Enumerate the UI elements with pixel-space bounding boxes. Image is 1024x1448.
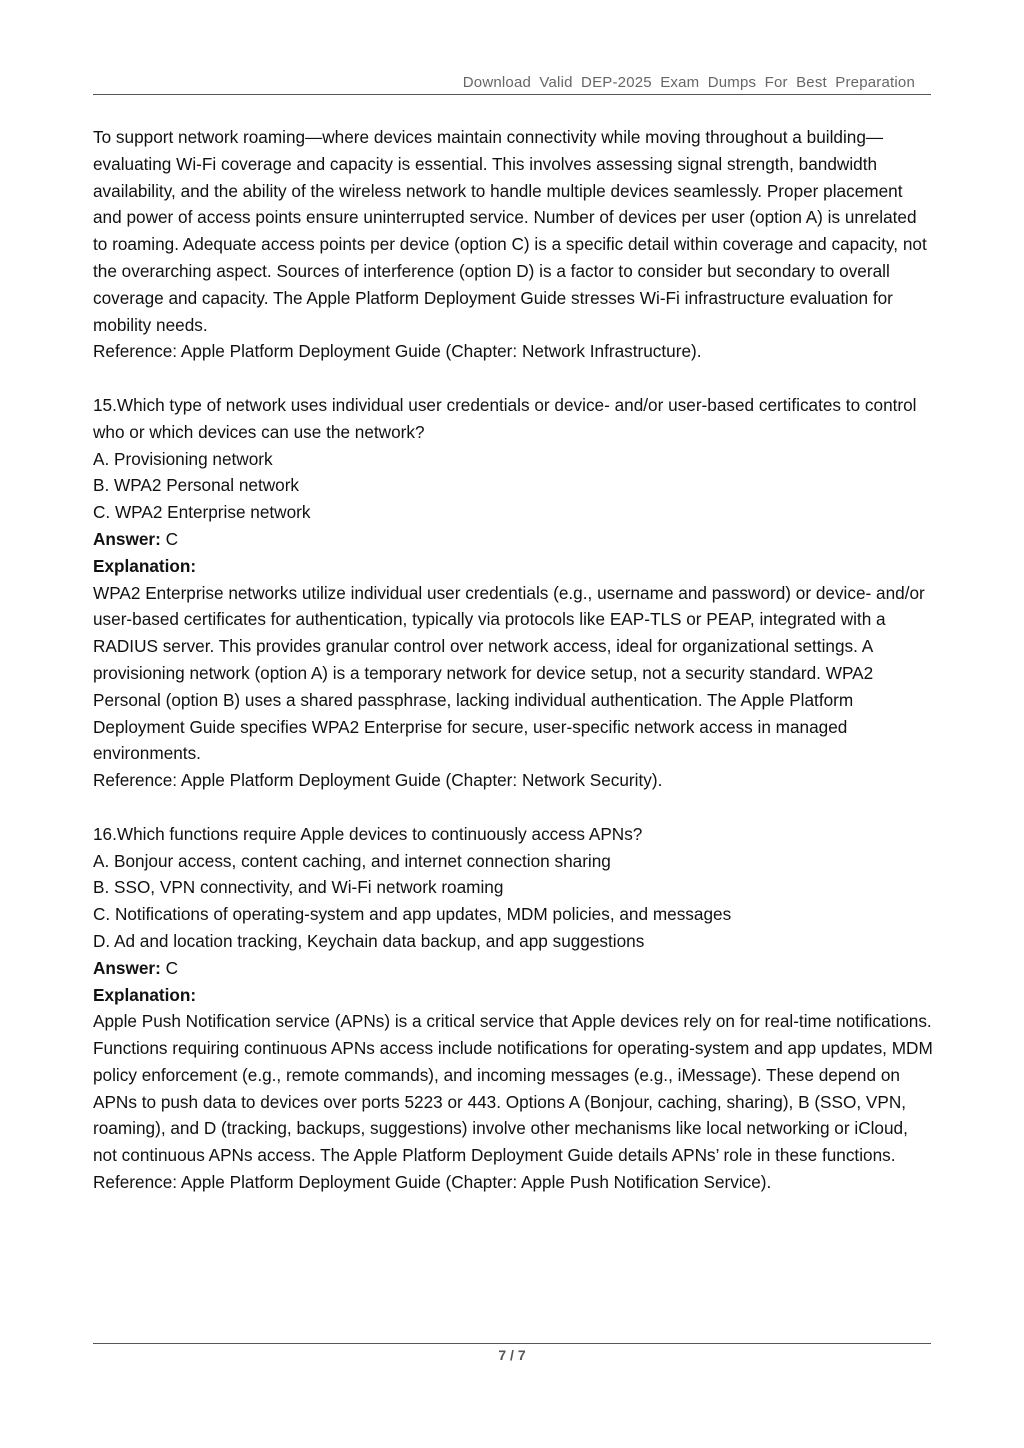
explanation-label: Explanation:: [93, 984, 197, 1005]
reference-text: Reference: Apple Platform Deployment Guide (Chapter: Network Security).: [93, 770, 663, 791]
answer-line: [93, 955, 933, 982]
option-c: C. WPA2 Enterprise network: [93, 502, 311, 523]
page-footer: [93, 1343, 931, 1363]
page-header: [93, 72, 931, 95]
explanation-label: Explanation:: [93, 555, 197, 576]
question-text: 15.Which type of network uses individual user credentials or device- and/or user-based certificates to control who or which devices can use the network?: [93, 394, 917, 442]
intro-paragraph: To support network roaming—where devices maintain connectivity while moving throughout a building—evaluating Wi-Fi coverage and capacity is essential. This involves assessing signal strength, bandwidth availability, and the ability of the wireless network to handle multiple devices seamlessly. Proper placement and power of access points ensure uninterrupted service. Number of devices per user (option A) is unrelated to roaming. Adequate access points per device (option C) is a specific detail within coverage and capacity, not the overarching aspect. Sources of interference (option D) is a factor to consider but secondary to overall coverage and capacity. The Apple Platform Deployment Guide stresses Wi-Fi infrastructure evaluation for mobility needs.: [93, 127, 927, 335]
answer-label: Answer:: [93, 528, 161, 549]
spacer: [93, 365, 933, 392]
reference-text: Reference: Apple Platform Deployment Guide (Chapter: Apple Push Notification Service).: [93, 1172, 772, 1193]
question-15: [93, 392, 933, 794]
page-number: 7 / 7: [498, 1347, 526, 1363]
answer-value: C: [160, 957, 178, 978]
answer-value: C: [160, 528, 178, 549]
option-c: C. Notifications of operating-system and app updates, MDM policies, and messages: [93, 904, 732, 925]
intro-reference: Reference: Apple Platform Deployment Guide (Chapter: Network Infrastructure).: [93, 341, 702, 362]
question-16: [93, 821, 933, 1196]
document-body: [93, 124, 933, 1196]
header-text: Download Valid DEP-2025 Exam Dumps For Best Preparation: [462, 74, 915, 91]
option-b: B. SSO, VPN connectivity, and Wi-Fi network roaming: [93, 877, 504, 898]
explanation-text: Apple Push Notification service (APNs) is a critical service that Apple devices rely on for real-time notifications. Functions requiring continuous APNs access include notifications for operating-system and app updates, MDM policy enforcement (e.g., remote commands), and incoming messages (e.g., iMessage). These depend on APNs to push data to devices over ports 5223 or 443. Options A (Bonjour, caching, sharing), B (SSO, VPN, roaming), and D (tracking, backups, suggestions) involve other mechanisms like local networking or iCloud, not continuous APNs access. The Apple Platform Deployment Guide details APNs’ role in these functions.: [93, 1011, 933, 1166]
answer-line: [93, 526, 933, 553]
option-a: A. Provisioning network: [93, 448, 273, 469]
spacer: [93, 794, 933, 821]
option-a: A. Bonjour access, content caching, and internet connection sharing: [93, 850, 611, 871]
explanation-text: WPA2 Enterprise networks utilize individual user credentials (e.g., username and password) or device- and/or user-based certificates for authentication, typically via protocols like EAP-TLS or PEAP, integrated with a RADIUS server. This provides granular control over network access, ideal for organizational settings. A provisioning network (option A) is a temporary network for device setup, not a security standard. WPA2 Personal (option B) uses a shared passphrase, lacking individual authentication. The Apple Platform Deployment Guide specifies WPA2 Enterprise for secure, user-specific network access in managed environments.: [93, 582, 925, 764]
option-b: B. WPA2 Personal network: [93, 475, 300, 496]
question-text: 16.Which functions require Apple devices to continuously access APNs?: [93, 823, 643, 844]
answer-label: Answer:: [93, 957, 161, 978]
option-d: D. Ad and location tracking, Keychain data backup, and app suggestions: [93, 930, 645, 951]
